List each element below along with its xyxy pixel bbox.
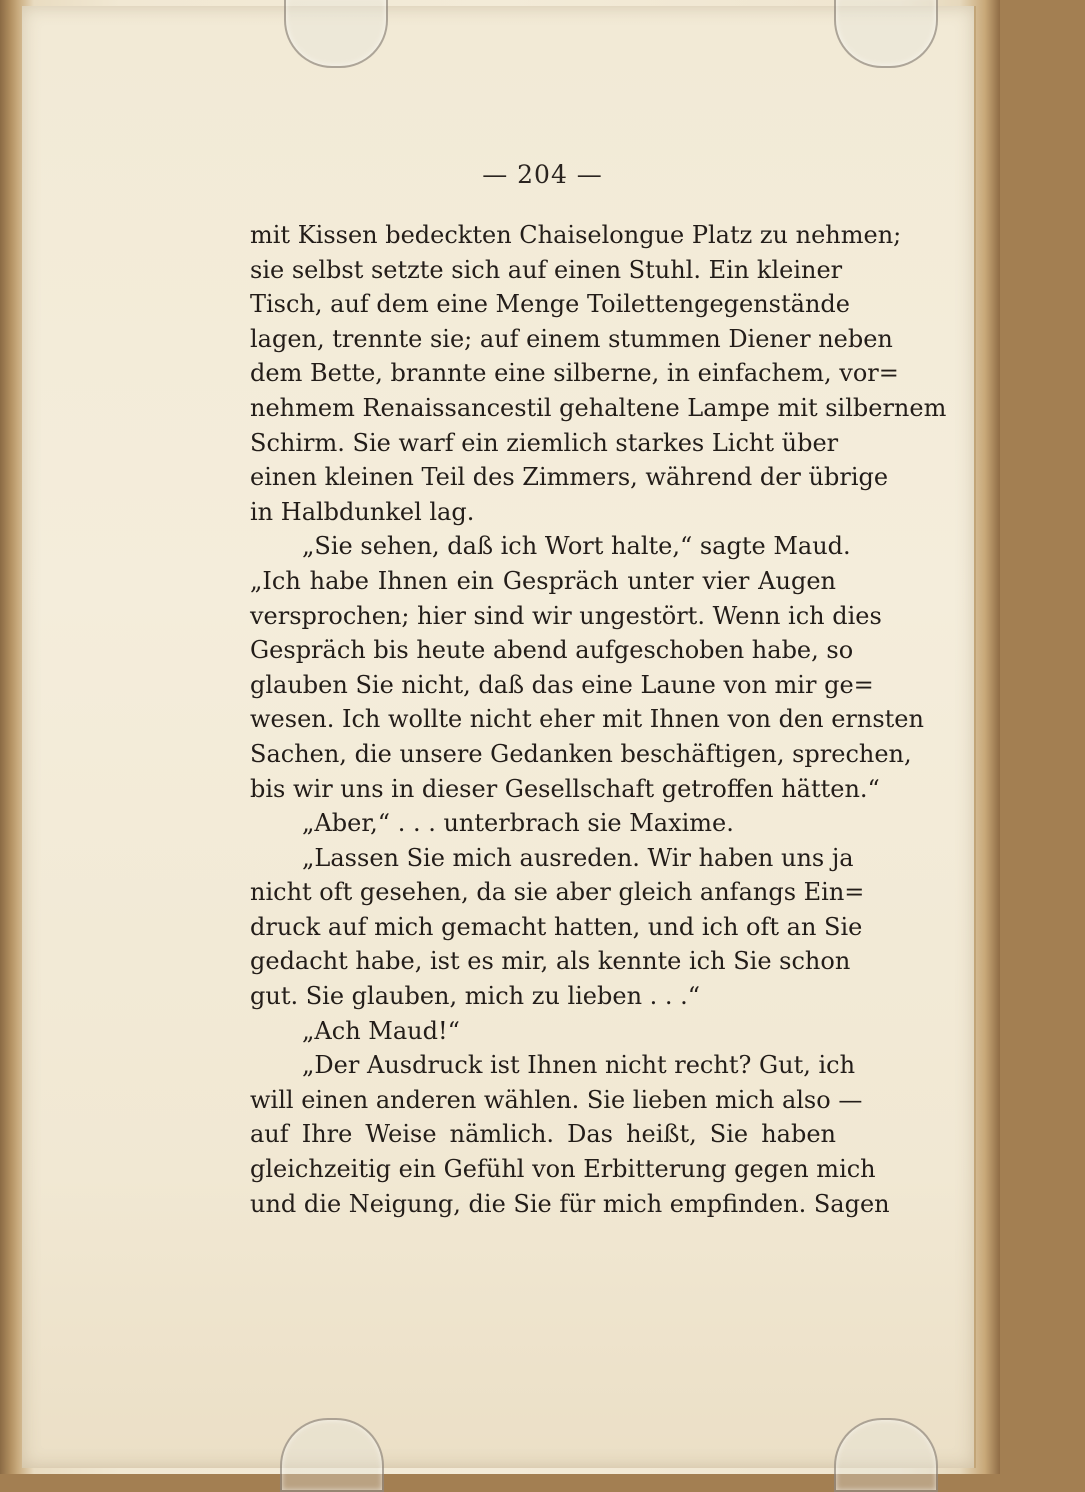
text-line: wesen. Ich wollte nicht eher mit Ihnen von den ernsten (250, 705, 924, 734)
text-line: dem Bette, brannte eine silberne, in einfachem, vor= (250, 359, 899, 388)
text-line: will einen anderen wählen. Sie lieben mich also — (250, 1085, 863, 1114)
text-line: Schirm. Sie warf ein ziemlich starkes Licht über (250, 428, 839, 457)
text-line: gedacht habe, ist es mir, als kennte ich Sie schon (250, 947, 851, 976)
text-line: lagen, trennte sie; auf einem stummen Diener neben (250, 324, 893, 353)
text-line: nicht oft gesehen, da sie aber gleich anfangs Ein= (250, 878, 865, 907)
text-line: „Lassen Sie mich ausreden. Wir haben uns ja (302, 843, 854, 872)
text-line: in Halbdunkel lag. (250, 497, 475, 526)
page-clip-top-right (834, 0, 938, 68)
text-line: „Der Ausdruck ist Ihnen nicht recht? Gut, ich (302, 1051, 856, 1080)
text-line: gleichzeitig ein Gefühl von Erbitterung gegen mich (250, 1155, 876, 1184)
text-line: „Ich habe Ihnen ein Gespräch unter vier Augen (250, 566, 836, 595)
text-line: versprochen; hier sind wir ungestört. Wenn ich dies (250, 601, 882, 630)
text-line: Tisch, auf dem eine Menge Toilettengegenstände (250, 290, 850, 319)
text-line: und die Neigung, die Sie für mich empfinden. Sagen (250, 1189, 890, 1218)
text-line: glauben Sie nicht, daß das eine Laune von mir ge= (250, 670, 874, 699)
text-line: „Sie sehen, daß ich Wort halte,“ sagte Maud. (302, 532, 851, 561)
text-line: druck auf mich gemacht hatten, und ich oft an Sie (250, 912, 863, 941)
page-number: — 204 — (482, 160, 603, 189)
text-line: einen kleinen Teil des Zimmers, während der übrige (250, 463, 889, 492)
page-clip-bottom-left (280, 1418, 384, 1492)
page-clip-bottom-right (834, 1418, 938, 1492)
text-line: „Ach Maud!“ (302, 1016, 460, 1045)
text-line: nehmem Renaissancestil gehaltene Lampe mit silbernem (250, 393, 947, 422)
page-clip-top-left (284, 0, 388, 68)
body-text (250, 218, 947, 1221)
text-line: „Aber,“ . . . unterbrach sie Maxime. (302, 809, 734, 838)
text-line: bis wir uns in dieser Gesellschaft getroffen hätten.“ (250, 774, 880, 803)
text-line: gut. Sie glauben, mich zu lieben . . .“ (250, 982, 701, 1011)
text-line: Gespräch bis heute abend aufgeschoben habe, so (250, 636, 854, 665)
text-line: sie selbst setzte sich auf einen Stuhl. Ein kleiner (250, 255, 843, 284)
text-line: Sachen, die unsere Gedanken beschäftigen, sprechen, (250, 739, 912, 768)
text-line: auf Ihre Weise nämlich. Das heißt, Sie haben (250, 1120, 836, 1149)
text-line: mit Kissen bedeckten Chaiselongue Platz zu nehmen; (250, 221, 902, 249)
